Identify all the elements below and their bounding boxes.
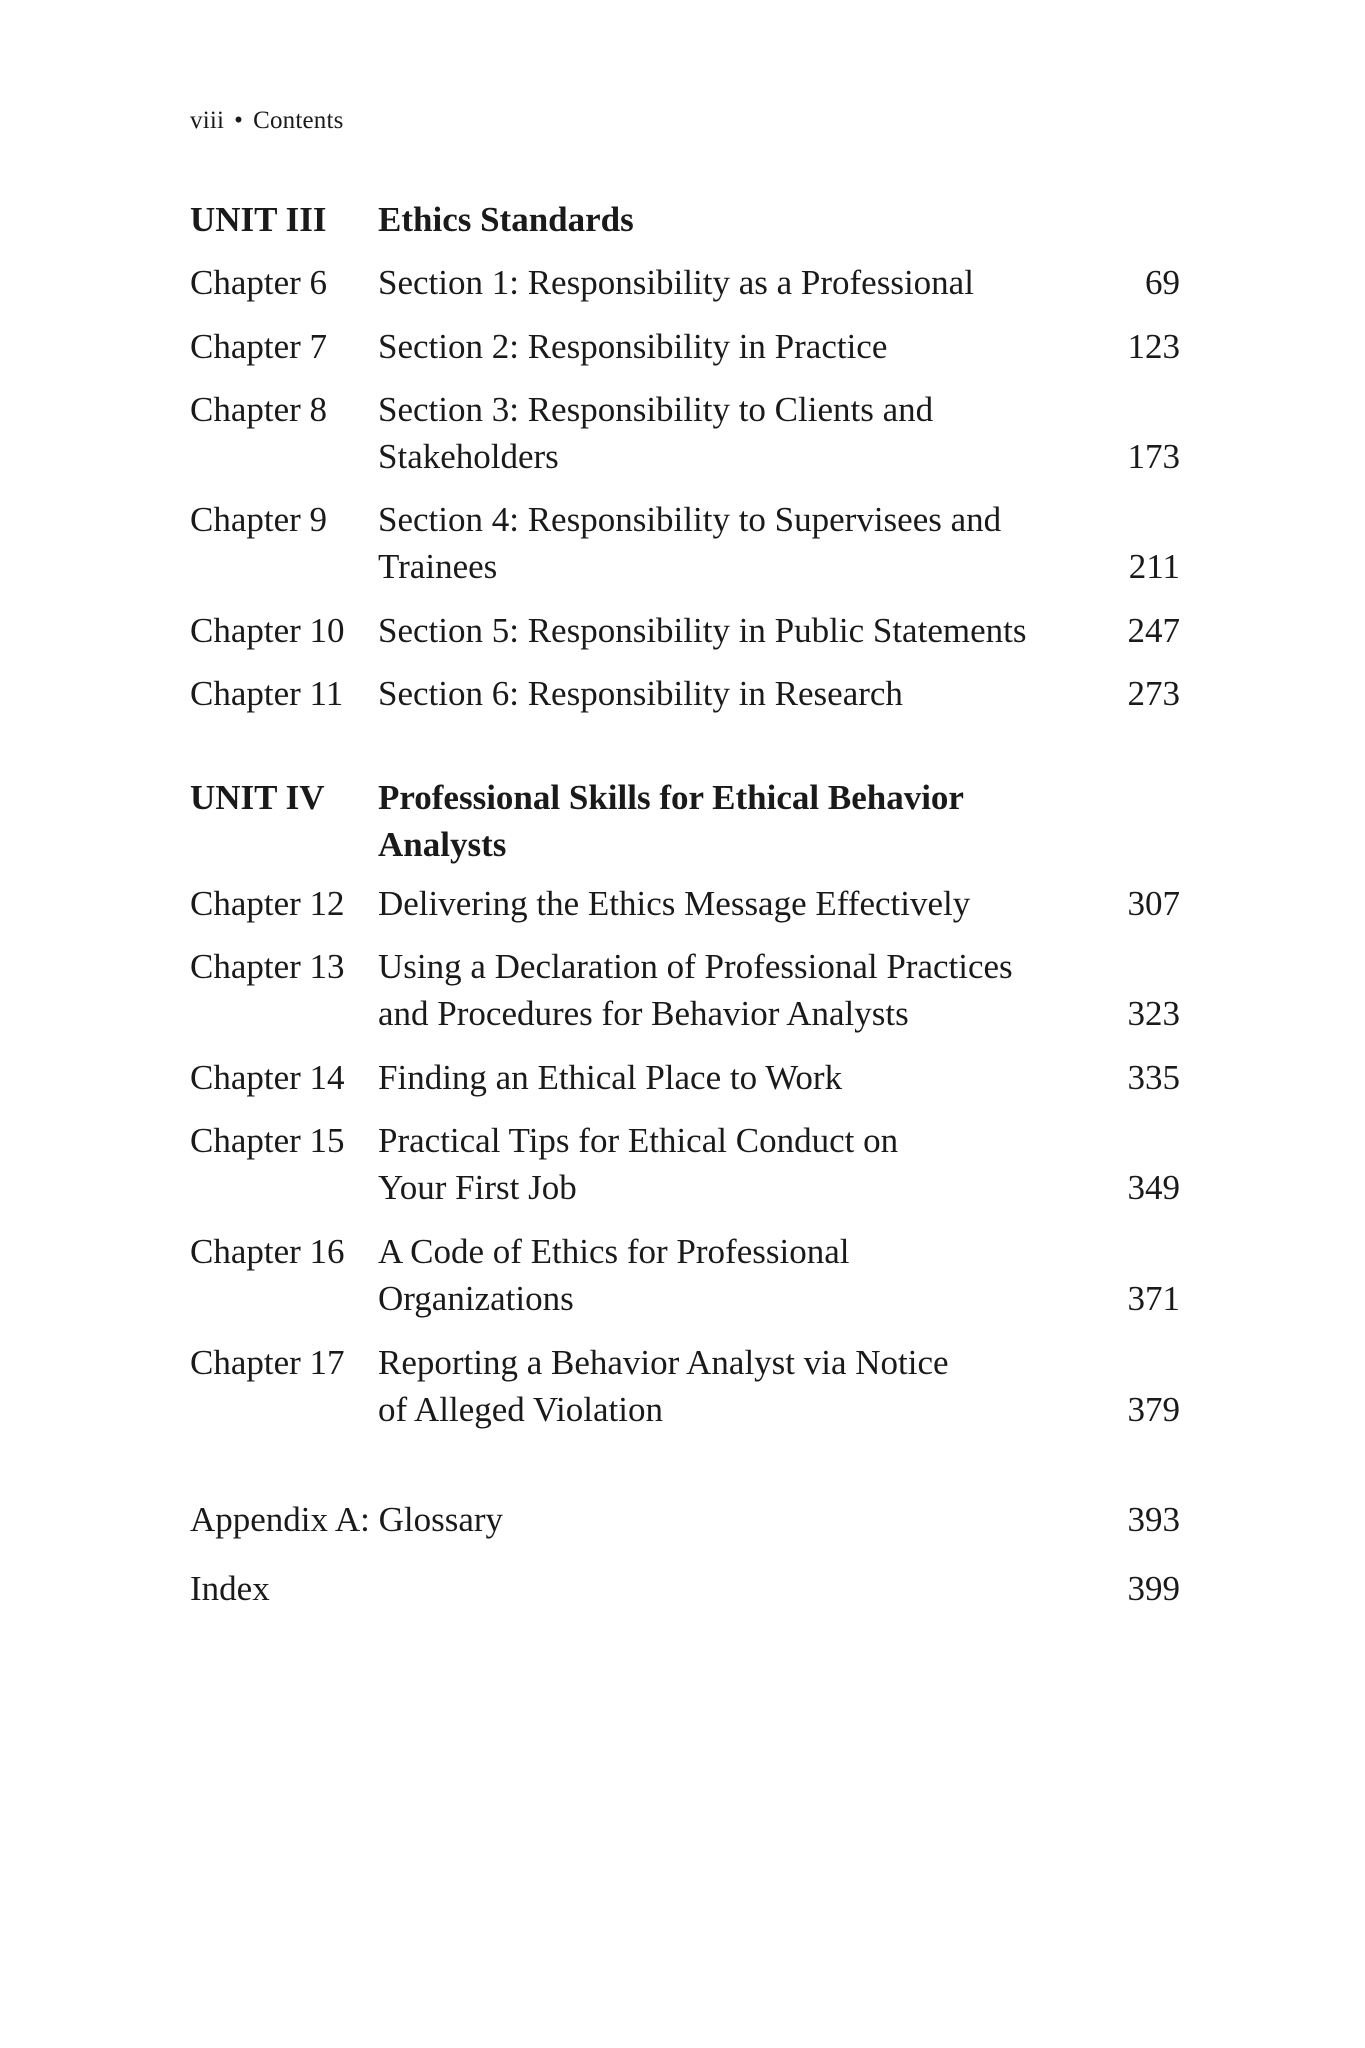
chapter-title xyxy=(378,880,1058,927)
chapter-number: Chapter 15 xyxy=(190,1121,345,1160)
back-matter-title: Appendix A: Glossary xyxy=(190,1500,504,1539)
running-head-section: Contents xyxy=(253,107,344,134)
chapter-title-line: Using a Declaration of Professional Practices xyxy=(378,947,1013,986)
chapter-title xyxy=(378,1339,1058,1433)
chapter-number: Chapter 17 xyxy=(190,1343,345,1382)
chapter-title-line: and Procedures for Behavior Analysts xyxy=(378,994,909,1033)
folio-number: viii xyxy=(190,107,225,134)
chapter-title xyxy=(378,1054,1058,1101)
chapter-title-line: Section 2: Responsibility in Practice xyxy=(378,327,888,366)
page-number: 69 xyxy=(1145,263,1180,302)
page-number: 335 xyxy=(1127,1058,1180,1097)
running-head xyxy=(190,108,344,133)
chapter-title-line: Organizations xyxy=(378,1279,574,1318)
bullet-separator: • xyxy=(234,107,244,134)
chapter-number: Chapter 8 xyxy=(190,390,328,429)
chapter-title-line: of Alleged Violation xyxy=(378,1390,663,1429)
chapter-title-line: Section 6: Responsibility in Research xyxy=(378,674,903,713)
chapter-title xyxy=(378,323,1058,370)
unit-title xyxy=(378,196,1058,243)
chapter-number: Chapter 9 xyxy=(190,500,328,539)
page-number: 247 xyxy=(1127,611,1180,650)
page-number: 173 xyxy=(1127,437,1180,476)
page-number: 349 xyxy=(1127,1168,1180,1207)
chapter-title xyxy=(378,259,1058,306)
chapter-number: Chapter 6 xyxy=(190,263,328,302)
chapter-title-line: Finding an Ethical Place to Work xyxy=(378,1058,843,1097)
unit-title-line: Ethics Standards xyxy=(378,200,634,239)
chapter-title-line: Delivering the Ethics Message Effectively xyxy=(378,884,971,923)
chapter-title xyxy=(378,1228,1058,1322)
unit-title-line: Professional Skills for Ethical Behavior xyxy=(378,778,964,817)
chapter-title-line: Section 1: Responsibility as a Professional xyxy=(378,263,974,302)
chapter-title xyxy=(378,1117,1058,1211)
unit-label: UNIT IV xyxy=(190,778,325,817)
page-number: 273 xyxy=(1127,674,1180,713)
chapter-title-line: Your First Job xyxy=(378,1168,577,1207)
chapter-title-line: Practical Tips for Ethical Conduct on xyxy=(378,1121,899,1160)
page-number: 393 xyxy=(1127,1500,1180,1539)
chapter-number: Chapter 14 xyxy=(190,1058,345,1097)
chapter-title-line: Trainees xyxy=(378,547,498,586)
unit-title-line: Analysts xyxy=(378,825,507,864)
chapter-title xyxy=(378,386,1058,480)
unit-label: UNIT III xyxy=(190,200,327,239)
chapter-title xyxy=(378,943,1058,1037)
page-number: 211 xyxy=(1128,547,1180,586)
chapter-number: Chapter 7 xyxy=(190,327,328,366)
unit-title xyxy=(378,774,1058,868)
chapter-title-line: Section 3: Responsibility to Clients and xyxy=(378,390,934,429)
chapter-number: Chapter 16 xyxy=(190,1232,345,1271)
chapter-title-line: Section 4: Responsibility to Supervisees and xyxy=(378,500,1002,539)
chapter-number: Chapter 10 xyxy=(190,611,345,650)
chapter-title xyxy=(378,496,1058,590)
chapter-number: Chapter 13 xyxy=(190,947,345,986)
chapter-title-line: Stakeholders xyxy=(378,437,559,476)
page-number: 379 xyxy=(1127,1390,1180,1429)
chapter-title-line: A Code of Ethics for Professional xyxy=(378,1232,850,1271)
chapter-title-line: Section 5: Responsibility in Public Statements xyxy=(378,611,1027,650)
chapter-title xyxy=(378,670,1058,717)
chapter-title-line: Reporting a Behavior Analyst via Notice xyxy=(378,1343,949,1382)
page-number: 399 xyxy=(1127,1569,1180,1608)
page-number: 371 xyxy=(1127,1279,1180,1318)
page-number: 307 xyxy=(1127,884,1180,923)
chapter-title xyxy=(378,607,1058,654)
back-matter-title: Index xyxy=(190,1569,270,1608)
page-number: 123 xyxy=(1127,327,1180,366)
chapter-number: Chapter 12 xyxy=(190,884,345,923)
chapter-number: Chapter 11 xyxy=(190,674,344,713)
page-number: 323 xyxy=(1127,994,1180,1033)
